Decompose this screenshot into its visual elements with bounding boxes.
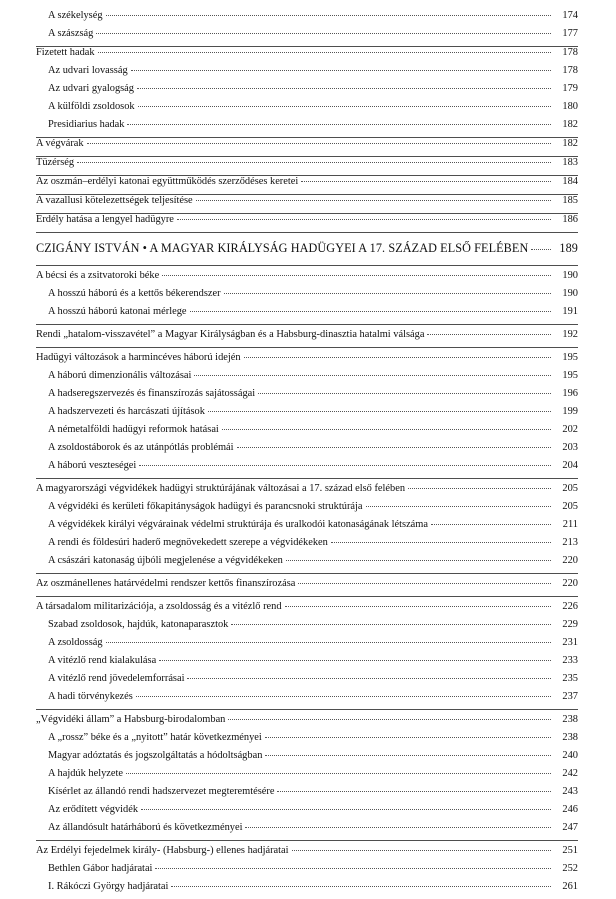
toc-entry-title: CZIGÁNY ISTVÁN • A MAGYAR KIRÁLYSÁG HADÜGYEI A 17. SZÁZAD ELSŐ FELÉBEN	[36, 241, 529, 255]
dot-leader	[331, 542, 551, 543]
toc-entry-title: A zsoldosság	[48, 637, 103, 648]
dot-leader	[171, 886, 551, 887]
toc-entry-title: Az Erdélyi fejedelmek király- (Habsburg-) ellenes hadjáratai	[36, 845, 289, 856]
toc-entry-title: A vazallusi kötelezettségek teljesítése	[36, 195, 193, 206]
dot-leader	[277, 791, 551, 792]
toc-entry[interactable]	[48, 442, 578, 460]
toc-entry-page-number: 205	[562, 501, 578, 512]
dot-leader	[531, 249, 551, 250]
toc-entry[interactable]	[48, 306, 578, 324]
toc-entry-title: A háború veszteségei	[48, 460, 137, 471]
section-divider	[36, 478, 578, 479]
toc-entry-title: Az erődített végvidék	[48, 804, 139, 815]
dot-leader	[141, 809, 551, 810]
dot-leader	[301, 181, 551, 182]
toc-entry-page-number: 183	[562, 157, 578, 168]
toc-entry-page-number: 202	[562, 424, 578, 435]
toc-entry-page-number: 204	[562, 460, 578, 471]
toc-entry[interactable]	[36, 483, 578, 501]
toc-entry-page-number: 182	[562, 119, 578, 130]
toc-entry-title: A végvidéki és kerületi főkapitányságok hadügyi és parancsnoki struktúrája	[48, 501, 363, 512]
section-divider	[36, 324, 578, 325]
toc-entry-title: Fizetett hadak	[36, 47, 95, 58]
toc-entry-page-number: 182	[562, 138, 578, 149]
toc-entry-title: A hosszú háború és a kettős békerendszer	[48, 288, 221, 299]
toc-entry[interactable]	[36, 714, 578, 732]
section-divider	[36, 709, 578, 710]
toc-entry-title: A zsoldostáborok és az utánpótlás problémái	[48, 442, 234, 453]
toc-entry[interactable]	[48, 619, 578, 637]
toc-entry-page-number: 178	[562, 65, 578, 76]
toc-entry[interactable]	[48, 519, 578, 537]
section-divider	[36, 265, 578, 266]
toc-chapter-entry[interactable]	[36, 241, 578, 265]
toc-entry-page-number: 189	[559, 241, 578, 255]
toc-entry-page-number: 195	[562, 370, 578, 381]
toc-entry[interactable]	[36, 352, 578, 370]
toc-entry-page-number: 252	[562, 863, 578, 874]
toc-entry-title: A hosszú háború katonai mérlege	[48, 306, 187, 317]
toc-entry[interactable]	[48, 555, 578, 573]
dot-leader	[231, 624, 551, 625]
dot-leader	[155, 868, 551, 869]
toc-entry-page-number: 213	[562, 537, 578, 548]
dot-leader	[244, 357, 551, 358]
toc-entry[interactable]	[48, 881, 578, 899]
toc-entry[interactable]	[48, 732, 578, 750]
toc-entry[interactable]	[48, 786, 578, 804]
toc-entry-title: A székelység	[48, 10, 103, 21]
dot-leader	[127, 124, 551, 125]
dot-leader	[136, 696, 551, 697]
dot-leader	[265, 737, 551, 738]
toc-entry[interactable]	[36, 578, 578, 596]
dot-leader	[177, 219, 551, 220]
dot-leader	[87, 143, 551, 144]
toc-entry[interactable]	[48, 768, 578, 786]
toc-entry[interactable]	[48, 460, 578, 478]
toc-entry[interactable]	[48, 10, 578, 28]
dot-leader	[431, 524, 551, 525]
toc-entry[interactable]	[48, 28, 578, 46]
dot-leader	[237, 447, 551, 448]
toc-entry-title: A bécsi és a zsitvatoroki béke	[36, 270, 160, 281]
toc-entry[interactable]	[48, 424, 578, 442]
dot-leader	[159, 660, 551, 661]
dot-leader	[138, 106, 551, 107]
toc-entry-page-number: 246	[562, 804, 578, 815]
toc-entry-page-number: 238	[562, 714, 578, 725]
toc-entry-title: Szabad zsoldosok, hajdúk, katonaparasztok	[48, 619, 229, 630]
toc-entry[interactable]	[48, 804, 578, 822]
toc-entry-title: A magyarországi végvidékek hadügyi struktúrájának változásai a 17. század első felében	[36, 483, 406, 494]
toc-entry[interactable]	[36, 195, 578, 213]
toc-entry-title: Az oszmánellenes határvédelmi rendszer kettős finanszírozása	[36, 578, 296, 589]
toc-entry-title: Tüzérség	[36, 157, 75, 168]
toc-entry-page-number: 184	[562, 176, 578, 187]
toc-entry[interactable]	[48, 822, 578, 840]
dot-leader	[131, 70, 551, 71]
dot-leader	[126, 773, 551, 774]
toc-entry[interactable]	[48, 388, 578, 406]
toc-entry[interactable]	[48, 863, 578, 881]
toc-entry-page-number: 190	[562, 270, 578, 281]
toc-entry-page-number: 231	[562, 637, 578, 648]
toc-entry-title: A hadi törvénykezés	[48, 691, 133, 702]
dot-leader	[265, 755, 551, 756]
toc-entry-title: A végvárak	[36, 138, 84, 149]
toc-entry[interactable]	[36, 601, 578, 619]
dot-leader	[224, 293, 551, 294]
toc-entry-title: Presidiarius hadak	[48, 119, 125, 130]
dot-leader	[190, 311, 551, 312]
toc-entry[interactable]	[48, 655, 578, 673]
toc-entry-page-number: 205	[562, 483, 578, 494]
dot-leader	[228, 719, 551, 720]
toc-entry-title: Az udvari lovasság	[48, 65, 128, 76]
toc-entry[interactable]	[48, 101, 578, 119]
toc-entry[interactable]	[48, 406, 578, 424]
toc-entry-title: A társadalom militarizációja, a zsoldosság és a vitézlő rend	[36, 601, 282, 612]
toc-entry-title: A rendi és földesúri haderő megnövekedett szerepe a végvidékeken	[48, 537, 328, 548]
toc-entry-page-number: 177	[562, 28, 578, 39]
toc-entry[interactable]	[36, 845, 578, 863]
dot-leader	[98, 52, 551, 53]
toc-entry[interactable]	[48, 537, 578, 555]
toc-entry-page-number: 233	[562, 655, 578, 666]
toc-entry[interactable]	[48, 750, 578, 768]
dot-leader	[106, 642, 551, 643]
dot-leader	[285, 606, 551, 607]
toc-entry-page-number: 235	[562, 673, 578, 684]
dot-leader	[286, 560, 551, 561]
toc-entry[interactable]	[36, 176, 578, 194]
toc-entry-title: Rendi „hatalom-visszavétel” a Magyar Királyságban és a Habsburg-dinasztia hatalmi válsága	[36, 329, 425, 340]
dot-leader	[106, 15, 551, 16]
toc-entry-page-number: 178	[562, 47, 578, 58]
toc-entry-title: Az állandósult határháború és következményei	[48, 822, 243, 833]
toc-entry-page-number: 186	[562, 214, 578, 225]
section-divider	[36, 573, 578, 574]
toc-entry-page-number: 192	[562, 329, 578, 340]
toc-entry-page-number: 211	[562, 519, 578, 530]
dot-leader	[196, 200, 551, 201]
toc-entry-title: Magyar adóztatás és jogszolgáltatás a hódoltságban	[48, 750, 263, 761]
dot-leader	[298, 583, 551, 584]
dot-leader	[245, 827, 551, 828]
toc-entry[interactable]	[48, 119, 578, 137]
dot-leader	[162, 275, 551, 276]
dot-leader	[366, 506, 551, 507]
toc-entry-page-number: 179	[562, 83, 578, 94]
toc-entry-page-number: 191	[562, 306, 578, 317]
toc-entry-page-number: 195	[562, 352, 578, 363]
toc-entry-title: A hajdúk helyzete	[48, 768, 124, 779]
toc-entry-page-number: 240	[562, 750, 578, 761]
toc-entry-page-number: 243	[562, 786, 578, 797]
toc-entry-page-number: 196	[562, 388, 578, 399]
toc-entry[interactable]	[36, 270, 578, 288]
dot-leader	[194, 375, 551, 376]
toc-entry[interactable]	[36, 329, 578, 347]
toc-entry[interactable]	[36, 157, 578, 175]
dot-leader	[137, 88, 551, 89]
toc-entry-title: A szászság	[48, 28, 94, 39]
toc-entry-title: A vitézlő rend kialakulása	[48, 655, 157, 666]
toc-entry-page-number: 220	[562, 578, 578, 589]
toc-entry[interactable]	[48, 691, 578, 709]
dot-leader	[292, 850, 551, 851]
dot-leader	[187, 678, 551, 679]
dot-leader	[208, 411, 551, 412]
toc-entry-title: Hadügyi változások a harmincéves háború idején	[36, 352, 241, 363]
toc-entry-page-number: 229	[562, 619, 578, 630]
section-divider	[36, 840, 578, 841]
toc-entry[interactable]	[48, 83, 578, 101]
toc-entry[interactable]	[48, 288, 578, 306]
toc-entry-title: Az oszmán–erdélyi katonai együttműködés szerződéses keretei	[36, 176, 299, 187]
dot-leader	[222, 429, 551, 430]
toc-entry-page-number: 220	[562, 555, 578, 566]
toc-entry-title: „Végvidéki állam” a Habsburg-birodalomban	[36, 714, 226, 725]
toc-entry[interactable]	[36, 214, 578, 232]
table-of-contents	[36, 10, 578, 899]
toc-entry-title: I. Rákóczi György hadjáratai	[48, 881, 169, 892]
toc-entry-title: A végvidékek királyi végvárainak védelmi struktúrája és uralkodói katonaságának létszáma	[48, 519, 428, 530]
toc-entry-page-number: 226	[562, 601, 578, 612]
toc-entry-page-number: 242	[562, 768, 578, 779]
dot-leader	[427, 334, 551, 335]
toc-entry-title: A németalföldi hadügyi reformok hatásai	[48, 424, 219, 435]
toc-entry[interactable]	[48, 673, 578, 691]
toc-entry-title: A külföldi zsoldosok	[48, 101, 135, 112]
dot-leader	[139, 465, 551, 466]
toc-entry-page-number: 261	[562, 881, 578, 892]
toc-entry[interactable]	[48, 637, 578, 655]
toc-entry-page-number: 180	[562, 101, 578, 112]
toc-entry[interactable]	[48, 501, 578, 519]
section-divider	[36, 347, 578, 348]
toc-entry-page-number: 237	[562, 691, 578, 702]
toc-entry-page-number: 251	[562, 845, 578, 856]
toc-entry-page-number: 247	[562, 822, 578, 833]
toc-entry-page-number: 185	[562, 195, 578, 206]
toc-entry[interactable]	[48, 65, 578, 83]
toc-entry-title: Az udvari gyalogság	[48, 83, 134, 94]
toc-entry-title: A háború dimenzionális változásai	[48, 370, 192, 381]
dot-leader	[96, 33, 551, 34]
toc-entry-title: A „rossz” béke és a „nyitott” határ következményei	[48, 732, 262, 743]
toc-entry-title: Bethlen Gábor hadjáratai	[48, 863, 153, 874]
dot-leader	[77, 162, 551, 163]
toc-entry-page-number: 238	[562, 732, 578, 743]
toc-entry-page-number: 174	[562, 10, 578, 21]
toc-entry[interactable]	[48, 370, 578, 388]
section-divider	[36, 232, 578, 233]
section-divider	[36, 596, 578, 597]
toc-entry-title: A vitézlő rend jövedelemforrásai	[48, 673, 185, 684]
toc-entry-page-number: 190	[562, 288, 578, 299]
toc-entry-title: A császári katonaság újbóli megjelenése a végvidékeken	[48, 555, 283, 566]
toc-entry[interactable]	[36, 138, 578, 156]
toc-entry-page-number: 203	[562, 442, 578, 453]
toc-entry-title: Kísérlet az állandó rendi hadszervezet megteremtésére	[48, 786, 275, 797]
toc-entry-title: A hadseregszervezés és finanszírozás sajátosságai	[48, 388, 256, 399]
toc-entry-title: Erdély hatása a lengyel hadügyre	[36, 214, 174, 225]
toc-entry[interactable]	[36, 47, 578, 65]
dot-leader	[258, 393, 551, 394]
dot-leader	[408, 488, 551, 489]
toc-entry-title: A hadszervezeti és harcászati újítások	[48, 406, 205, 417]
toc-entry-page-number: 199	[562, 406, 578, 417]
